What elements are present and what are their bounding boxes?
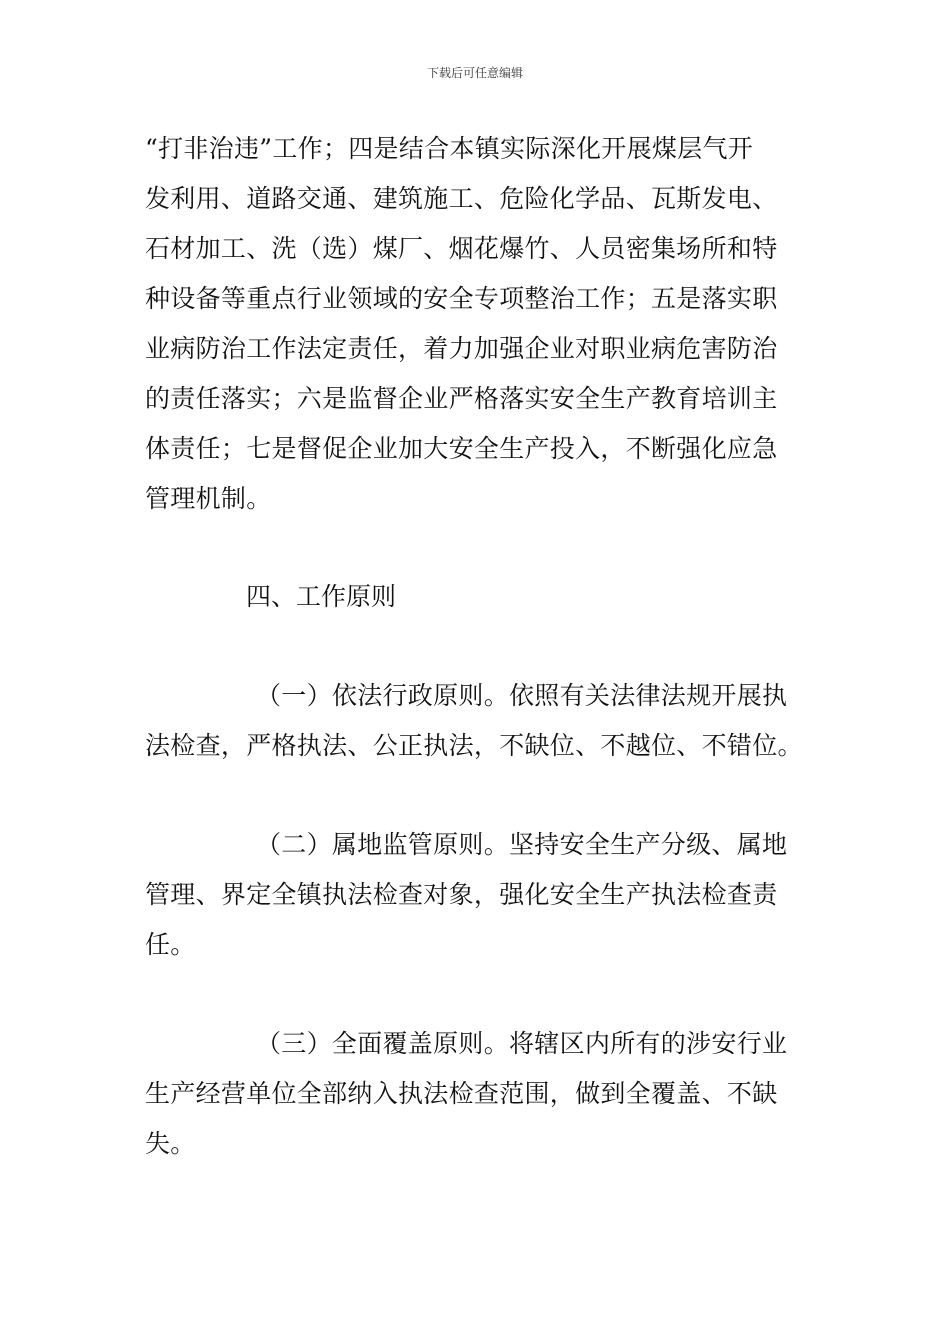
intro-paragraph: [145, 124, 810, 524]
text-line: 管理机制。: [145, 484, 272, 513]
text-line: （二）属地监管原则。坚持安全生产分级、属地: [256, 830, 788, 859]
text-line: 失。: [145, 1129, 196, 1158]
text-line: “打非治违”工作；四是结合本镇实际深化开展煤层气开: [145, 134, 754, 163]
principle-paragraph-1: [145, 671, 810, 771]
text-line: （一）依法行政原则。依照有关法律法规开展执: [256, 681, 788, 710]
principle-paragraph-2: [145, 820, 810, 970]
text-line: 体责任；七是督促企业加大安全生产投入，不断强化应急: [145, 434, 778, 463]
text-line: 的责任落实；六是监督企业严格落实安全生产教育培训主: [145, 384, 778, 413]
section-heading: 四、工作原则: [246, 582, 397, 611]
text-line: 法检查，严格执法、公正执法，不缺位、不越位、不错位。: [145, 731, 803, 760]
text-line: 生产经营单位全部纳入执法检查范围，做到全覆盖、不缺: [145, 1079, 778, 1108]
text-line: 业病防治工作法定责任，着力加强企业对职业病危害防治: [145, 334, 778, 363]
text-line: 种设备等重点行业领域的安全专项整治工作；五是落实职: [145, 284, 778, 313]
text-line: 发利用、道路交通、建筑施工、危险化学品、瓦斯发电、: [145, 184, 778, 213]
text-line: （三）全面覆盖原则。将辖区内所有的涉安行业: [256, 1029, 788, 1058]
text-line: 石材加工、洗（选）煤厂、烟花爆竹、人员密集场所和特: [145, 234, 778, 263]
page-header: 下载后可任意编辑: [426, 66, 523, 80]
text-line: 任。: [145, 930, 196, 959]
text-line: 管理、界定全镇执法检查对象，强化安全生产执法检查责: [145, 880, 778, 909]
principle-paragraph-3: [145, 1019, 810, 1169]
